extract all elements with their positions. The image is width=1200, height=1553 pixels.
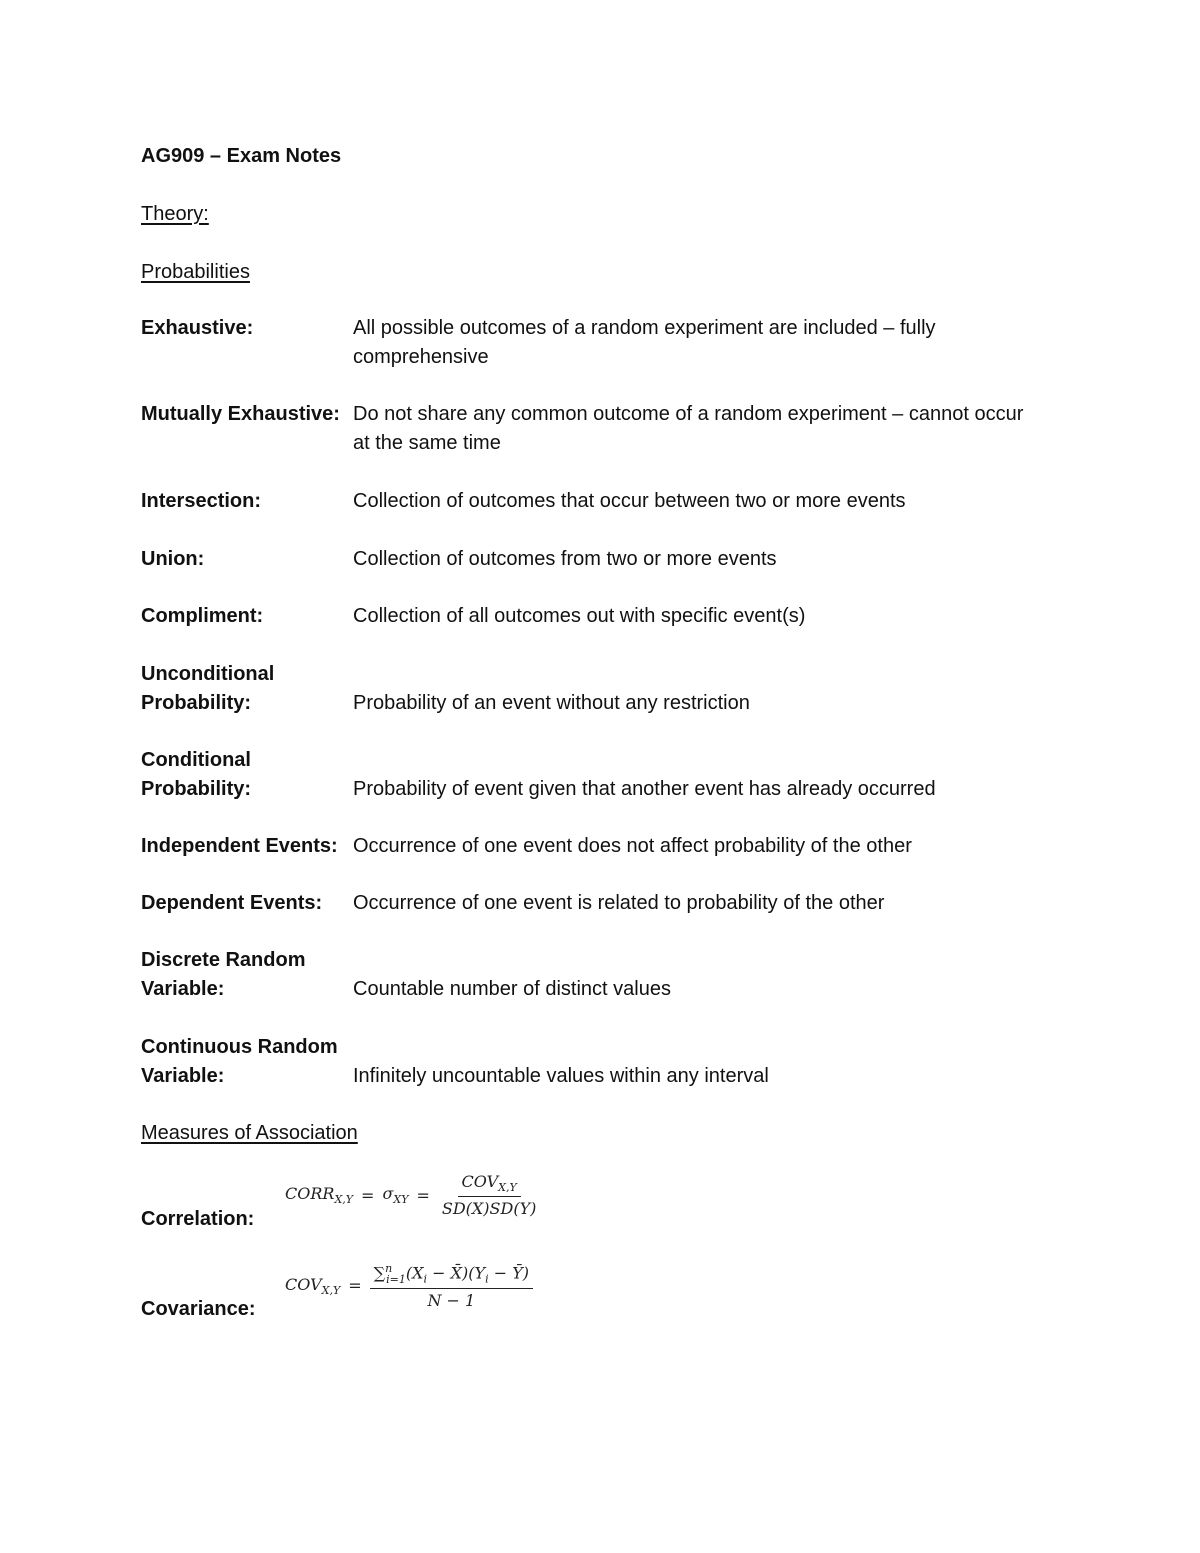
corr-numerator: $COV_{X,Y}$: [458, 1172, 521, 1197]
term-union: Union:: [141, 548, 205, 570]
term-discrete-line2: Variable:: [141, 978, 225, 1000]
section-heading-measures-of-association: Measures of Association: [141, 1122, 358, 1144]
definition-conditional-probability: Probability of event given that another event has already occurred: [353, 778, 936, 800]
term-conditional-line2: Probability:: [141, 778, 252, 800]
definition-unconditional-probability: Probability of an event without any restriction: [353, 692, 750, 714]
term-independent-events: Independent Events:: [141, 835, 338, 857]
definition-compliment: Collection of all outcomes out with specific event(s): [353, 605, 806, 627]
term-conditional-line1: Conditional: [141, 749, 251, 771]
definition-continuous-random-variable: Infinitely uncountable values within any interval: [353, 1065, 769, 1087]
definition-dependent-events: Occurrence of one event is related to probability of the other: [353, 892, 885, 914]
corr-lhs: $CORR_{X,Y}$: [285, 1184, 354, 1207]
corr-denominator: SD(X)SD(Y): [441, 1199, 537, 1219]
corr-fraction: [438, 1172, 541, 1218]
term-dependent-events: Dependent Events:: [141, 892, 323, 914]
definition-exhaustive: All possible outcomes of a random experiment are included – fully comprehensive: [353, 317, 936, 368]
term-unconditional-line1: Unconditional: [141, 663, 275, 685]
section-heading-theory: Theory:: [141, 203, 209, 225]
summation-symbol: ∑: [373, 1263, 386, 1283]
term-continuous-line2: Variable:: [141, 1065, 225, 1087]
term-exhaustive: Exhaustive:: [141, 317, 254, 339]
corr-sigma: $\sigma_{XY}$: [382, 1184, 409, 1207]
definition-mutually-exhaustive: Do not share any common outcome of a random experiment – cannot occur at the same time: [353, 403, 1024, 454]
correlation-formula: [285, 1172, 540, 1218]
cov-fraction: [370, 1262, 533, 1310]
term-compliment: Compliment:: [141, 605, 264, 627]
section-heading-probabilities: Probabilities: [141, 261, 250, 283]
definition-independent-events: Occurrence of one event does not affect probability of the other: [353, 835, 912, 857]
document-title: AG909 – Exam Notes: [141, 145, 342, 167]
covariance-formula: [285, 1262, 533, 1310]
cov-equals: =: [348, 1276, 362, 1296]
term-discrete-line1: Discrete Random: [141, 949, 306, 971]
cov-numerator: $\sum^n_{i=1}(X_i$ − $X̄)(Y_i$ − Ȳ): [370, 1262, 533, 1289]
term-continuous-line1: Continuous Random: [141, 1036, 338, 1058]
definition-discrete-random-variable: Countable number of distinct values: [353, 978, 671, 1000]
cov-denominator: N − 1: [427, 1290, 476, 1310]
corr-equals-2: =: [416, 1185, 430, 1205]
term-mutually-exhaustive: Mutually Exhaustive:: [141, 403, 340, 425]
definition-intersection: Collection of outcomes that occur between two or more events: [353, 490, 906, 512]
term-intersection: Intersection:: [141, 490, 262, 512]
label-correlation: Correlation:: [141, 1208, 255, 1230]
term-unconditional-line2: Probability:: [141, 692, 252, 714]
cov-lhs: $COV_{X,Y}$: [285, 1274, 341, 1297]
definition-union: Collection of outcomes from two or more events: [353, 548, 777, 570]
label-covariance: Covariance:: [141, 1298, 256, 1320]
corr-equals-1: =: [361, 1185, 375, 1205]
